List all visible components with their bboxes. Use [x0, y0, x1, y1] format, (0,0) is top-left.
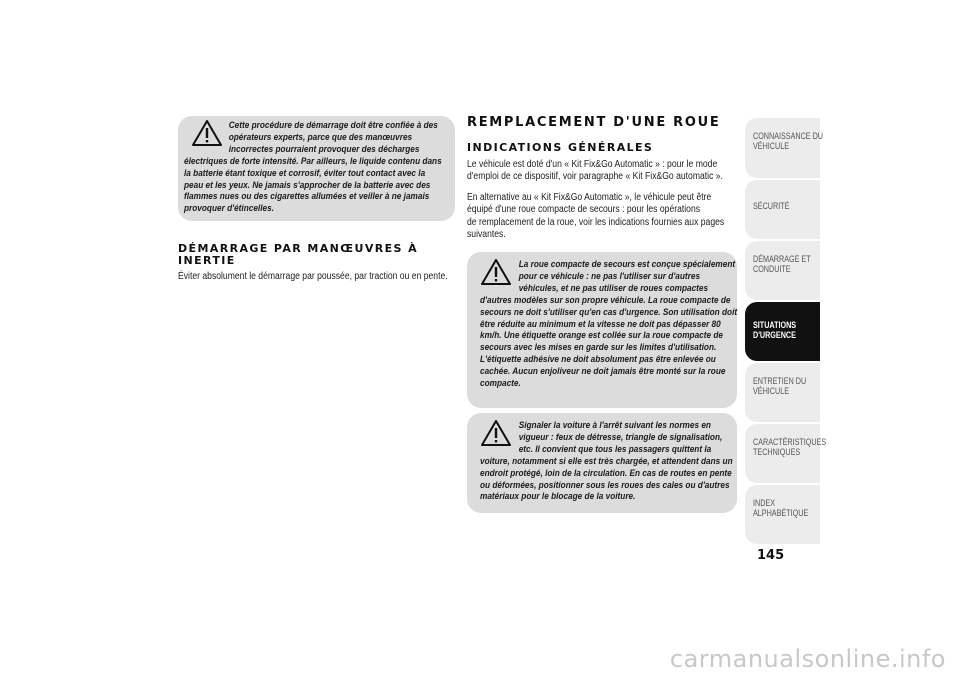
warning-text: Signaler la voiture à l'arrêt suivant les normes en vigueur : feux de détresse, triangle de signalisation, etc. Il convient que tous les passagers quittent la voiture, notamment si elle est très chargée, et attendent dans un endroit protégé, loin de la circulation. En cas de routes en pente ou déformées, positionner sous les roues des cales ou d'autres matériaux pour le blocage de la voiture. — [480, 420, 733, 503]
section-heading-general: INDICATIONS GÉNÉRALES — [467, 141, 654, 154]
warning-box-battery — [178, 116, 455, 221]
general-paragraph-1: Le véhicule est doté d'un « Kit Fix&Go Automatic » : pour le mode d'emploi de ce dispositif, voir paragraphe « Kit Fix&Go automatic ». — [467, 159, 723, 183]
watermark: carmanualsonline.info — [669, 645, 946, 673]
tab-index-alphabetique[interactable]: INDEX ALPHABÉTIQUE — [745, 485, 820, 544]
page-number: 145 — [757, 548, 785, 563]
warning-text: Cette procédure de démarrage doit être confiée à des opérateurs experts, parce que des manœuvres incorrectes pourraient provoquer des décharges électriques de forte intensité. Par ailleurs, le liquide contenu dans la batterie étant toxique et corrosif, éviter tout contact avec la peau et les yeux. Ne jamais s'approcher de la batterie avec des flammes nues ou des cigarettes allumées et veiller à ne jamais provoquer d'étincelles. — [184, 120, 442, 215]
page-title: REMPLACEMENT D'UNE ROUE — [467, 115, 721, 130]
section-heading-inertia: DÉMARRAGE PAR MANŒUVRES À INERTIE — [178, 242, 418, 267]
tab-connaissance-du-vehicule[interactable]: CONNAISSANCE DU VÉHICULE — [745, 118, 820, 178]
tab-situations-d-urgence[interactable]: SITUATIONS D'URGENCE — [745, 302, 820, 361]
tab-demarrage-et-conduite[interactable]: DÉMARRAGE ET CONDUITE — [745, 241, 820, 300]
tab-securite[interactable]: SÉCURITÉ — [745, 180, 820, 239]
general-paragraph-2: En alternative au « Kit Fix&Go Automatic », le véhicule peut être équipé d'une roue compacte de secours : pour les opérations de remplacement de la roue, voir les indications fournies aux pages suivantes. — [467, 192, 725, 240]
inertia-text: Éviter absolument le démarrage par poussée, par traction ou en pente. — [178, 271, 448, 282]
tab-caracteristiques-techniques[interactable]: CARACTÉRISTIQUES TECHNIQUES — [745, 424, 820, 483]
warning-box-vehicle-stop — [467, 413, 737, 513]
warning-box-spare-wheel — [467, 252, 737, 408]
warning-text: La roue compacte de secours est conçue spécialement pour ce véhicule : ne pas l'utiliser sur d'autres véhicules, et ne pas utiliser de roues compactes d'autres modèles sur son propre véhicule. La roue compacte de secours ne doit s'utiliser qu'en cas d'urgence. Son utilisation doit être réduite au minimum et la vitesse ne doit pas dépasser 80 km/h. Une étiquette orange est collée sur la roue compacte de secours avec les mises en garde sur les limites d'utilisation. L'étiquette adhésive ne doit absolument pas être enlevée ou cachée. Aucun enjoliveur ne doit jamais être monté sur la roue compacte. — [480, 259, 738, 390]
tab-entretien-du-vehicule[interactable]: ENTRETIEN DU VÉHICULE — [745, 363, 820, 422]
